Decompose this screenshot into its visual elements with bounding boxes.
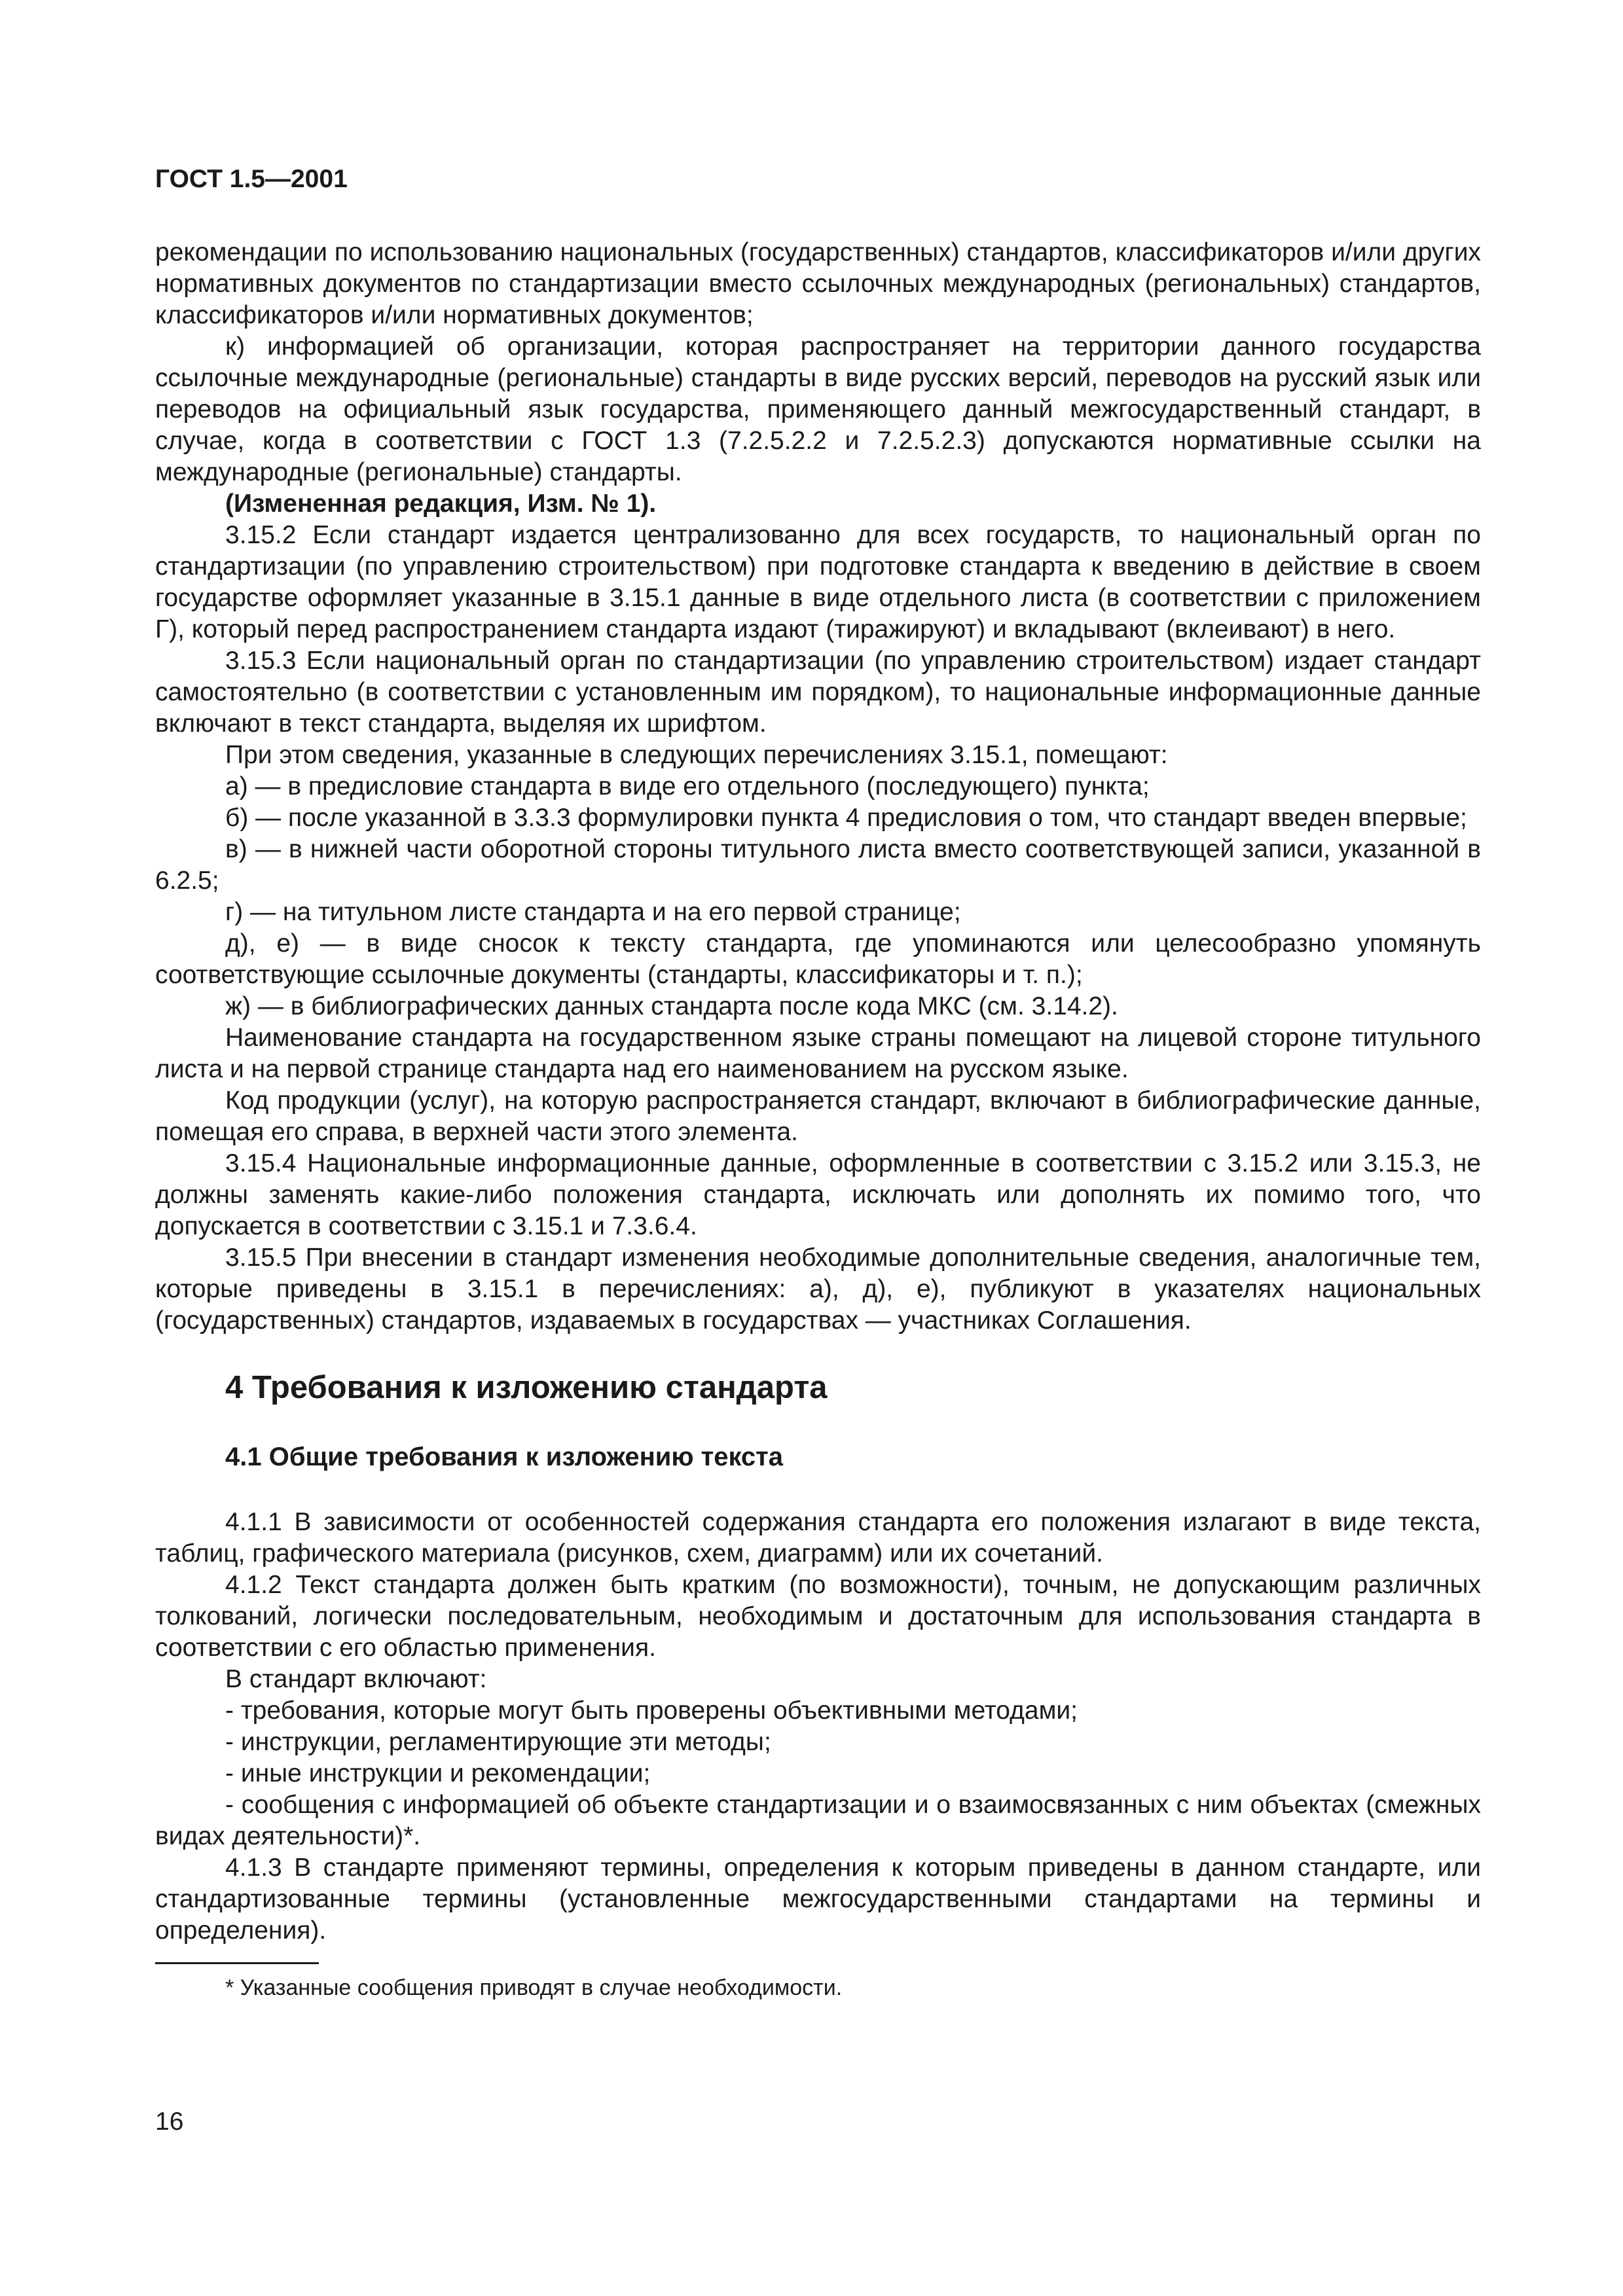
subsection-heading: 4.1 Общие требования к изложению текста (225, 1443, 784, 1471)
body-text-block-a (155, 237, 1481, 1336)
page-number: 16 (155, 2108, 184, 2136)
paragraph: - сообщения с информацией об объекте стандартизации и о взаимосвязанных с ним объектах (смежных видах деятельности)*. (155, 1791, 1481, 1850)
paragraph: 4.1.3 В стандарте применяют термины, определения к которым приведены в данном стандарте, или стандартизованные термины (установленные межгосударственными стандартами на термины и определения). (155, 1854, 1481, 1945)
paragraph: 3.15.5 При внесении в стандарт изменения необходимые дополнительные сведения, аналогичные тем, которые приведены в 3.15.1 в перечислениях: а), д), е), публикуют в указателях национальных (государственных) стандартов, издаваемых в государствах — участниках Соглашения. (155, 1244, 1481, 1335)
paragraph: При этом сведения, указанные в следующих перечислениях 3.15.1, помещают: (225, 741, 1168, 769)
paragraph: б) — после указанной в 3.3.3 формулировки пункта 4 предисловия о том, что стандарт введен впервые; (225, 804, 1467, 832)
paragraph: - инструкции, регламентирующие эти методы; (225, 1728, 771, 1756)
paragraph: в) — в нижней части оборотной стороны титульного листа вместо соответствующей записи, указанной в 6.2.5; (155, 835, 1481, 895)
paragraph: 3.15.3 Если национальный орган по стандартизации (по управлению строительством) издает стандарт самостоятельно (в соответствии с установленным им порядком), то национальные информационные данные включают в текст стандарта, выделяя их шрифтом. (155, 647, 1481, 738)
paragraph: г) — на титульном листе стандарта и на его первой странице; (225, 898, 961, 926)
footnote: * Указанные сообщения приводят в случае необходимости. (225, 1975, 843, 2000)
document-page (155, 164, 1481, 2002)
paragraph: Код продукции (услуг), на которую распространяется стандарт, включают в библиографические данные, помещая его справа, в верхней части этого элемента. (155, 1086, 1481, 1146)
paragraph: Наименование стандарта на государственном языке страны помещают на лицевой стороне титульного листа и на первой странице стандарта над его наименованием на русском языке. (155, 1024, 1481, 1083)
paragraph: 4.1.2 Текст стандарта должен быть кратким (по возможности), точным, не допускающим различных толкований, логически последовательным, необходимым и достаточным для использования стандарта в соответствии с его областью применения. (155, 1571, 1481, 1662)
paragraph: рекомендации по использованию национальных (государственных) стандартов, классификаторов и/или других нормативных документов по стандартизации вместо ссылочных международных (региональных) стандартов, классификаторов и/или нормативных документов; (155, 238, 1481, 329)
paragraph: (Измененная редакция, Изм. № 1). (225, 490, 657, 518)
paragraph: д), е) — в виде сносок к тексту стандарта, где упоминаются или целесообразно упомянуть соответствующие ссылочные документы (стандарты, классификаторы и т. п.); (155, 929, 1481, 989)
section-heading: 4 Требования к изложению стандарта (225, 1370, 828, 1405)
paragraph: ж) — в библиографических данных стандарта после кода МКС (см. 3.14.2). (225, 992, 1118, 1020)
paragraph: В стандарт включают: (225, 1665, 487, 1693)
paragraph: к) информацией об организации, которая распространяет на территории данного государства ссылочные международные (региональные) стандарты в виде русских версий, переводов на русский язык или переводов на официальный язык государства, применяющего данный межгосударственный стандарт, в случае, когда в соответствии с ГОСТ 1.3 (7.2.5.2.2 и 7.2.5.2.3) допускаются нормативные ссылки на международные (региональные) стандарты. (155, 332, 1481, 486)
document-id-header: ГОСТ 1.5—2001 (155, 165, 348, 193)
paragraph: 4.1.1 В зависимости от особенностей содержания стандарта его положения излагают в виде текста, таблиц, графического материала (рисунков, схем, диаграмм) или их сочетаний. (155, 1508, 1481, 1568)
footnote-divider (155, 1962, 319, 1964)
paragraph: а) — в предисловие стандарта в виде его отдельного (последующего) пункта; (225, 772, 1150, 800)
paragraph: 3.15.2 Если стандарт издается централизованно для всех государств, то национальный орган по стандартизации (по управлению строительством) при подготовке стандарта к введению в действие в своем государстве оформляет указанные в 3.15.1 данные в виде отдельного листа (в соответствии с приложением Г), который перед распространением стандарта издают (тиражируют) и вкладывают (вклеивают) в него. (155, 521, 1481, 643)
paragraph: 3.15.4 Национальные информационные данные, оформленные в соответствии с 3.15.2 или 3.15.3, не должны заменять какие-либо положения стандарта, исключать или дополнять их помимо того, что допускается в соответствии с 3.15.1 и 7.3.6.4. (155, 1149, 1481, 1240)
paragraph: - иные инструкции и рекомендации; (225, 1759, 651, 1787)
body-text-block-b (155, 1507, 1481, 1946)
paragraph: - требования, которые могут быть проверены объективными методами; (225, 1696, 1078, 1725)
